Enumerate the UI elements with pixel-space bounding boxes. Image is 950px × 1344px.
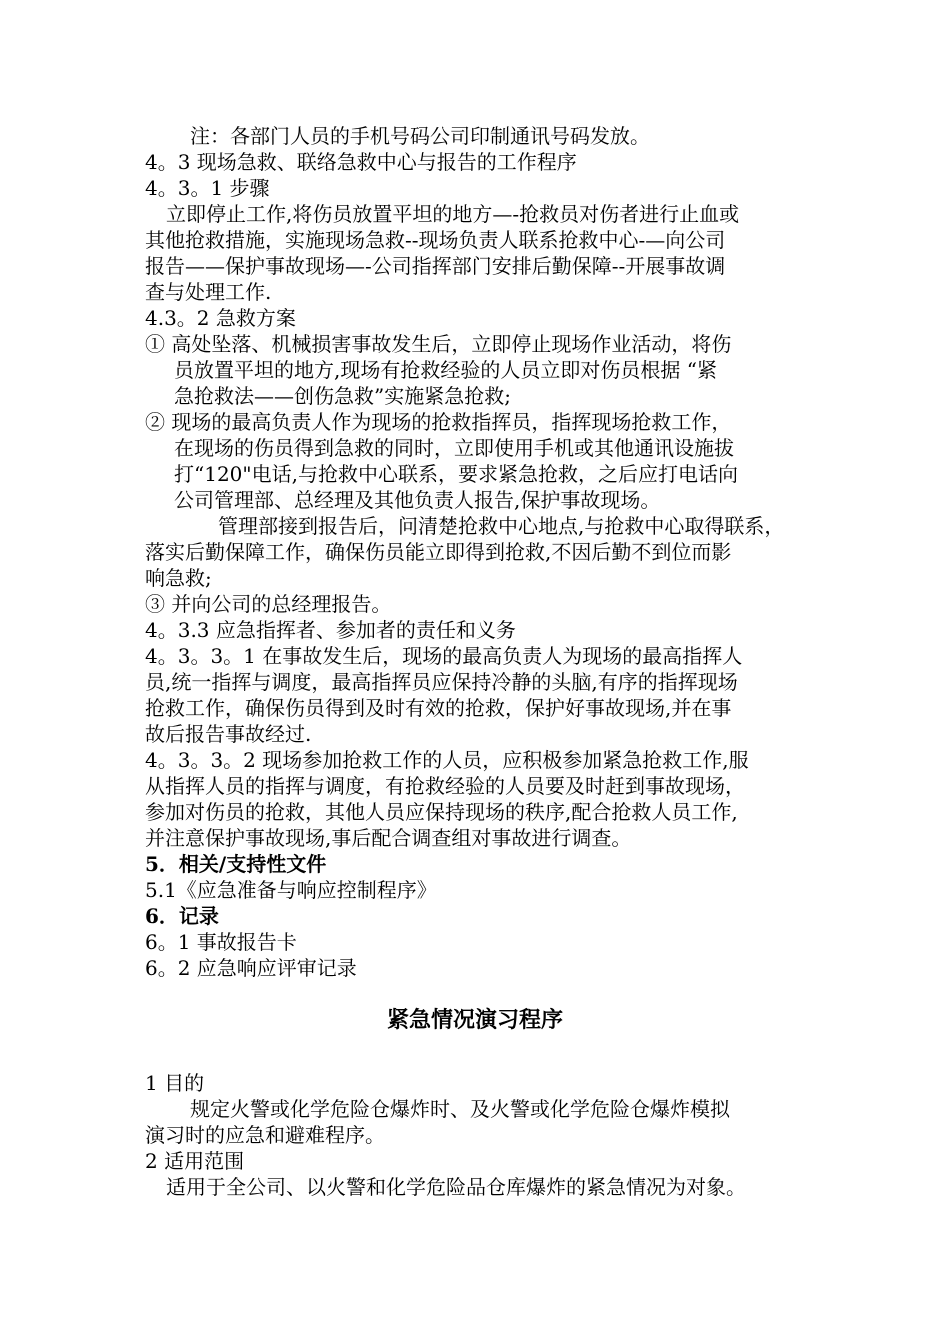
record-item: 6。2 应急响应评审记录 xyxy=(145,956,357,980)
heading-scope: 2 适用范围 xyxy=(145,1149,245,1173)
section-title: 紧急情况演习程序 xyxy=(386,1007,563,1033)
paragraph-line: 参加对伤员的抢救，其他人员应保持现场的秩序,配合抢救人员工作, xyxy=(145,800,738,824)
list-item-1-cont: 员放置平坦的地方,现场有抢救经验的人员立即对伤员根据 “紧 xyxy=(174,358,717,382)
paragraph-line: 员,统一指挥与调度，最高指挥员应保持冷静的头脑,有序的指挥现场 xyxy=(145,670,738,694)
heading-4-3: 4。3 现场急救、联络急救中心与报告的工作程序 xyxy=(145,150,577,174)
paragraph-line: 故后报告事故经过. xyxy=(145,722,312,746)
paragraph-line: 从指挥人员的指挥与调度，有抢救经验的人员要及时赶到事故现场， xyxy=(145,774,745,798)
list-item-1-cont: 急抢救法——创伤急救”实施紧急抢救; xyxy=(174,384,511,408)
list-item-2-cont: 在现场的伤员得到急救的同时，立即使用手机或其他通讯设施拔 xyxy=(174,436,734,460)
paragraph-line: 落实后勤保障工作，确保伤员能立即得到抢救,不因后勤不到位而影 xyxy=(145,540,732,564)
record-item: 6。1 事故报告卡 xyxy=(145,930,297,954)
paragraph-line: 报告——保护事故现场—-公司指挥部门安排后勤保障--开展事故调 xyxy=(145,254,726,278)
paragraph-line: 4。3。3。2 现场参加抢救工作的人员，应积极参加紧急抢救工作,服 xyxy=(145,748,749,772)
list-item-2-cont: 公司管理部、总经理及其他负责人报告,保护事故现场。 xyxy=(174,488,661,512)
list-item-2: ② 现场的最高负责人作为现场的抢救指挥员，指挥现场抢救工作， xyxy=(145,410,732,434)
list-item-1: ① 高处坠落、机械损害事故发生后，立即停止现场作业活动，将伤 xyxy=(145,332,732,356)
paragraph-line: 演习时的应急和避难程序。 xyxy=(145,1123,385,1147)
note-line: 注：各部门人员的手机号码公司印制通讯号码发放。 xyxy=(190,124,650,148)
paragraph-line: 响急救; xyxy=(145,566,212,590)
list-item-2-cont: 打“120"电话,与抢救中心联系，要求紧急抢救，之后应打电话向 xyxy=(174,462,738,486)
paragraph-line: 抢救工作，确保伤员得到及时有效的抢救，保护好事故现场,并在事 xyxy=(145,696,732,720)
heading-5: 5．相关/支持性文件 xyxy=(145,852,327,876)
paragraph-line: 4。3。3。1 在事故发生后，现场的最高负责人为现场的最高指挥人 xyxy=(145,644,743,668)
heading-6: 6．记录 xyxy=(145,904,219,928)
paragraph-line: 并注意保护事故现场,事后配合调查组对事故进行调查。 xyxy=(145,826,632,850)
paragraph-line: 管理部接到报告后，问清楚抢救中心地点,与抢救中心取得联系， xyxy=(218,514,785,538)
heading-4-3-1: 4。3。1 步骤 xyxy=(145,176,270,200)
heading-purpose: 1 目的 xyxy=(145,1071,205,1095)
paragraph-line: 立即停止工作,将伤员放置平坦的地方—-抢救员对伤者进行止血或 xyxy=(166,202,740,226)
paragraph-line: 规定火警或化学危险仓爆炸时、及火警或化学危险仓爆炸模拟 xyxy=(190,1097,730,1121)
paragraph-line: 其他抢救措施，实施现场急救--现场负责人联系抢救中心-—向公司 xyxy=(145,228,726,252)
heading-4-3-2: 4.3。2 急救方案 xyxy=(145,306,296,330)
paragraph-line: 适用于全公司、以火警和化学危险品仓库爆炸的紧急情况为对象。 xyxy=(166,1175,746,1199)
list-item-3: ③ 并向公司的总经理报告。 xyxy=(145,592,392,616)
paragraph-line: 查与处理工作. xyxy=(145,280,272,304)
reference-line: 5.1《应急准备与响应控制程序》 xyxy=(145,878,437,902)
heading-4-3-3: 4。3.3 应急指挥者、参加者的责任和义务 xyxy=(145,618,516,642)
